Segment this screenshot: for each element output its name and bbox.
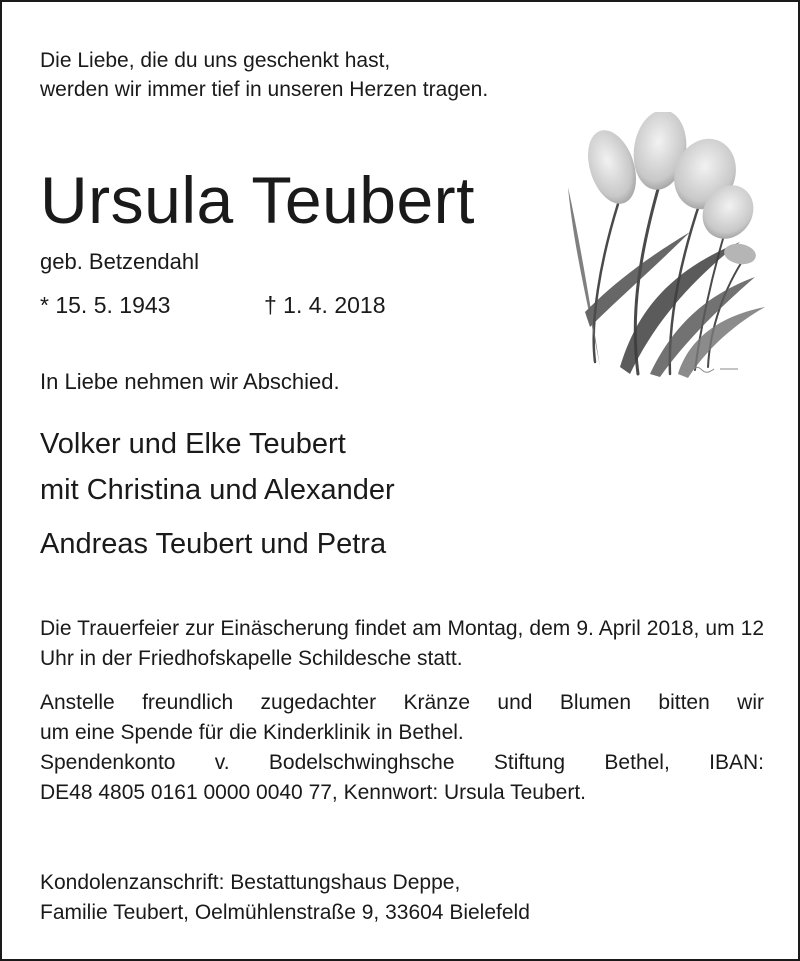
donation-notice — [40, 688, 764, 808]
family-line: Andreas Teubert und Petra — [40, 528, 387, 560]
family-line: Volker und Elke Teubert — [40, 428, 346, 460]
quote-line: Die Liebe, die du uns geschenkt hast, — [40, 49, 391, 72]
service-notice: Die Trauerfeier zur Einäscherung findet am Montag, dem 9. April 2018, um 12 Uhr in der Friedhofskapelle Schildesche statt. — [40, 617, 764, 670]
quote-line: werden wir immer tief in unseren Herzen tragen. — [40, 78, 489, 101]
donation-line: um eine Spende für die Kinderklinik in Bethel. — [40, 721, 464, 744]
deceased-name: Ursula Teubert — [40, 163, 476, 237]
donation-line: Anstelle freundlich zugedachter Kränze und Blumen bitten wir — [40, 691, 764, 714]
condolence-line: Familie Teubert, Oelmühlenstraße 9, 33604 Bielefeld — [40, 901, 530, 924]
maiden-name: geb. Betzendahl — [40, 249, 200, 274]
memorial-quote — [40, 46, 488, 104]
donation-line: Spendenkonto v. Bodelschwinghsche Stiftung Bethel, IBAN: — [40, 751, 764, 774]
birth-date: * 15. 5. 1943 — [40, 292, 171, 318]
tulips-illustration — [560, 112, 770, 397]
condolence-line: Kondolenzanschrift: Bestattungshaus Deppe, — [40, 871, 461, 894]
donation-line: DE48 4805 0161 0000 0040 77, Kennwort: Ursula Teubert. — [40, 781, 586, 804]
condolence-address — [40, 868, 530, 928]
death-date: † 1. 4. 2018 — [264, 292, 386, 318]
farewell-text: In Liebe nehmen wir Abschied. — [40, 369, 340, 394]
family-line: mit Christina und Alexander — [40, 474, 395, 506]
